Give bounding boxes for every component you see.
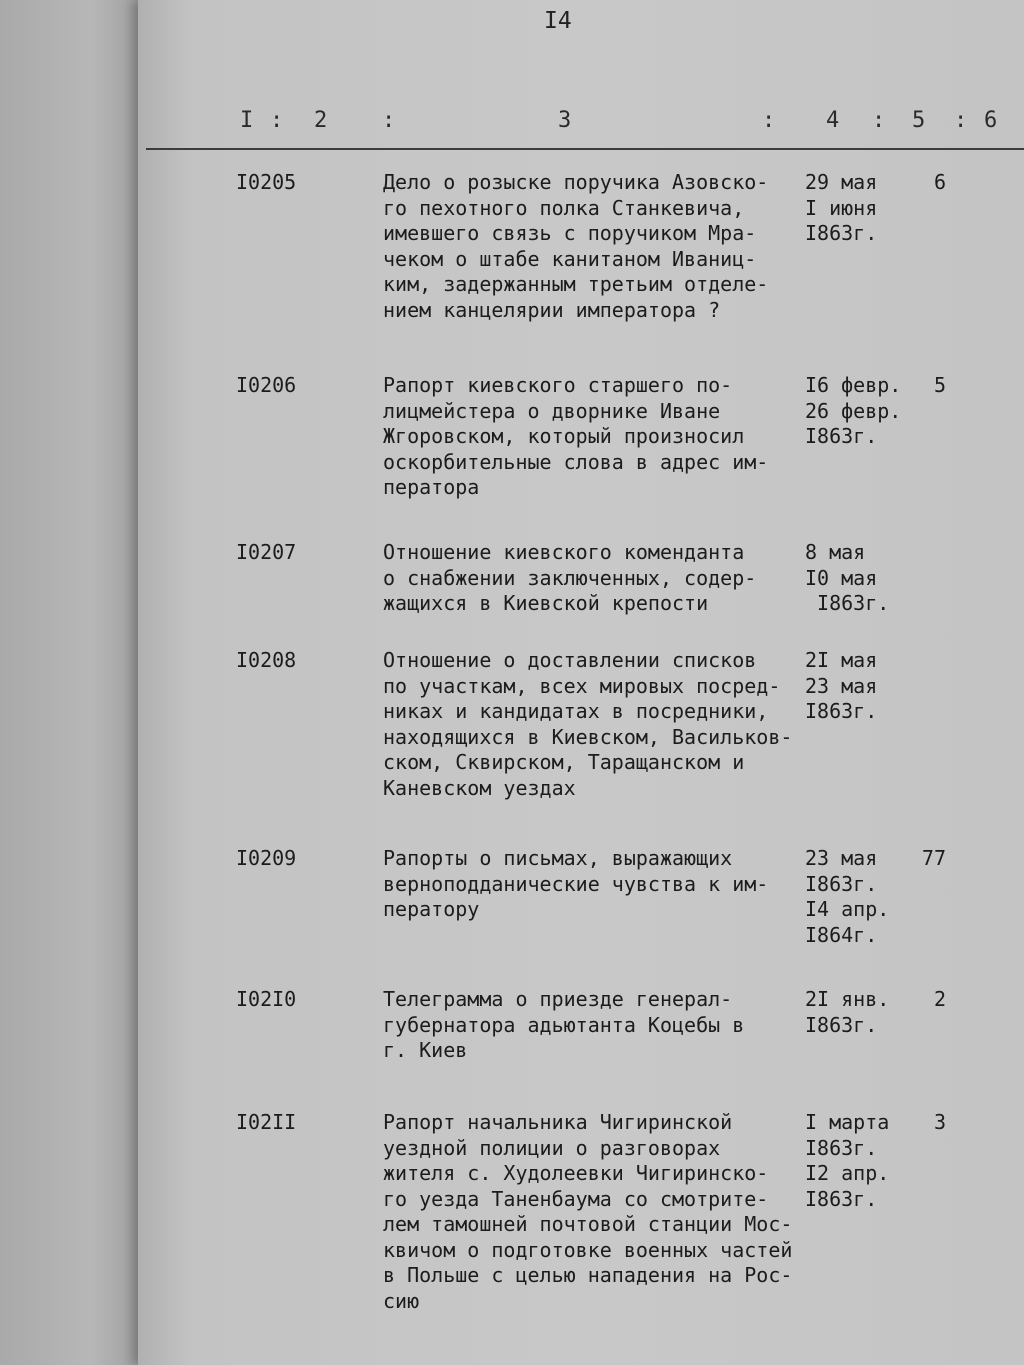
entry-title-line: ператора (383, 475, 480, 499)
entry-dates (805, 373, 901, 450)
entry-date-line: 29 мая (805, 170, 878, 194)
entry-title-line: оскорбительные слова в адрес им- (383, 449, 769, 474)
entry-date-line: I4 апр. (805, 897, 890, 921)
entry-title-line: Рапорт киевского старшего по- (383, 373, 733, 397)
entry-title-line: Дело о розыске поручика Азовско- (383, 170, 769, 194)
header-rule (146, 148, 1024, 150)
entry-title-line: квичом о подготовке военных частей (383, 1237, 793, 1262)
entry-title-line: Жгоровском, который произносил (383, 424, 745, 448)
entry-sheet-count: 6 (933, 170, 946, 194)
entry-date-line: I6 февр. (805, 373, 902, 397)
entry-title-line: в Польше с целью нападения на Рос- (383, 1263, 793, 1287)
entry-title-line: нием канцелярии императора ? (383, 297, 721, 322)
entry-title (383, 1110, 803, 1314)
entry-number: I0208 (236, 648, 297, 672)
entry-title-line: имевшего связь с поручиком Мра- (383, 221, 757, 245)
entry-number: I02II (236, 1110, 297, 1134)
entry-title-line: ском, Сквирском, Таращанском и (383, 750, 745, 774)
entry-title-line: лем тамошней почтовой станции Мос- (383, 1212, 793, 1236)
entry-date-line: 2I мая (805, 648, 878, 672)
entry-sheet-count: 5 (933, 373, 946, 397)
header-separator: : (382, 108, 396, 133)
entry-date-line: 23 мая (805, 673, 878, 698)
entry-title (383, 373, 803, 501)
entry-title-line: Рапорты о письмах, выражающих (383, 846, 733, 870)
entry-title-line: верноподданические чувства к им- (383, 871, 769, 896)
header-col-6: 6 (984, 108, 998, 133)
entry-date-line: 23 мая (805, 846, 878, 870)
header-col-2: 2 (314, 108, 328, 133)
header-col-4: 4 (826, 108, 840, 133)
entry-dates (805, 846, 889, 948)
entry-date-line: 2I янв. (805, 987, 890, 1011)
entry-dates (805, 170, 877, 247)
entry-date-line: I2 апр. (805, 1161, 890, 1185)
entry-title-line: жащихся в Киевской крепости (383, 591, 709, 615)
entry-title-line: г. Киев (383, 1038, 468, 1062)
entry-title (383, 846, 803, 923)
entry-date-line: I0 мая (805, 565, 878, 590)
entry-dates (805, 540, 889, 617)
header-separator: : (762, 108, 776, 133)
entry-title (383, 170, 803, 323)
entry-title (383, 987, 803, 1064)
entry-number: I0206 (236, 373, 297, 397)
previous-page-edge (0, 0, 150, 1365)
entry-date-line: I863г. (805, 871, 878, 896)
entry-date-line: I863г. (805, 591, 890, 615)
entry-date-line: I марта (805, 1110, 890, 1134)
entry-date-line: I июня (805, 195, 878, 220)
entry-number: I0207 (236, 540, 297, 564)
header-separator: : (270, 108, 284, 133)
entry-title-line: чеком о штабе канитаном Иваниц- (383, 246, 757, 271)
entry-title-line: по участкам, всех мировых посред- (383, 673, 781, 698)
entry-title-line: го уезда Таненбаума со смотрите- (383, 1186, 769, 1211)
entry-title (383, 648, 803, 801)
entry-dates (805, 1110, 889, 1212)
entry-date-line: I864г. (805, 922, 878, 947)
header-separator: : (872, 108, 886, 133)
entry-title-line: уездной полиции о разговорах (383, 1135, 721, 1160)
entry-title-line: губернатора адьютанта Коцебы в (383, 1012, 745, 1037)
entry-title-line: ператору (383, 897, 480, 921)
entry-date-line: I863г. (805, 1012, 878, 1037)
entry-number: I02I0 (236, 987, 297, 1011)
header-col-3: 3 (558, 108, 572, 133)
entry-title-line: Отношение киевского коменданта (383, 540, 745, 564)
entry-title-line: ким, задержанным третьим отделе- (383, 272, 769, 296)
header-col-1: I (240, 108, 254, 133)
entry-title-line: Телеграмма о приезде генерал- (383, 987, 733, 1011)
header-separator: : (954, 108, 968, 133)
entry-dates (805, 987, 889, 1038)
entry-dates (805, 648, 877, 725)
entry-title-line: находящихся в Киевском, Васильков- (383, 724, 793, 749)
entry-number: I0205 (236, 170, 297, 194)
entry-sheet-count: 77 (921, 846, 946, 870)
entry-date-line: I863г. (805, 699, 878, 723)
entry-title-line: жителя с. Худолеевки Чигиринско- (383, 1161, 769, 1185)
entry-date-line: 8 мая (805, 540, 866, 564)
entry-title-line: Отношение о доставлении списков (383, 648, 757, 672)
entry-title-line: о снабжении заключенных, содер- (383, 565, 757, 590)
entry-title-line: Каневском уездах (383, 775, 576, 800)
entry-title-line: лицмейстера о дворнике Иване (383, 398, 721, 423)
entry-title (383, 540, 803, 617)
page-number: I4 (544, 8, 572, 34)
entry-title-line: го пехотного полка Станкевича, (383, 195, 745, 220)
header-col-5: 5 (912, 108, 926, 133)
entry-date-line: I863г. (805, 1186, 878, 1211)
entry-title-line: Рапорт начальника Чигиринской (383, 1110, 733, 1134)
entry-sheet-count: 3 (933, 1110, 946, 1134)
column-header (146, 108, 1024, 144)
entry-date-line: I863г. (805, 221, 878, 245)
entry-number: I0209 (236, 846, 297, 870)
entry-title-line: никах и кандидатах в посредники, (383, 699, 769, 723)
entry-date-line: I863г. (805, 424, 878, 448)
entry-date-line: 26 февр. (805, 398, 902, 423)
entry-date-line: I863г. (805, 1135, 878, 1160)
entry-sheet-count: 2 (933, 987, 946, 1011)
entry-title-line: сию (383, 1288, 420, 1313)
